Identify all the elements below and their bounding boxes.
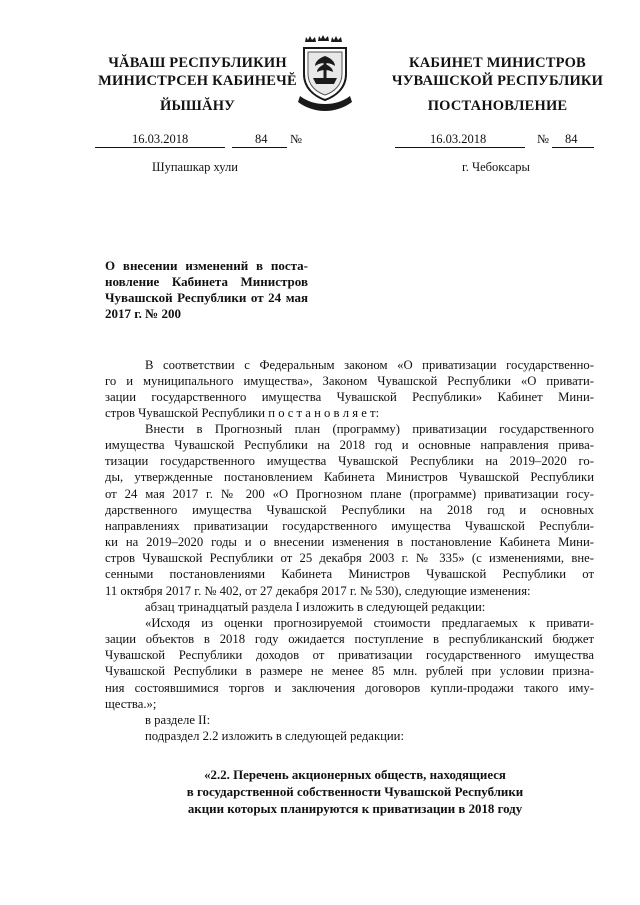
date-right-underline [395,147,525,148]
header-right-line2: ЧУВАШСКОЙ РЕСПУБЛИКИ [391,73,604,89]
paragraph-subsection [105,728,594,744]
text-line: в разделе II: [145,713,211,727]
section-heading-line: в государственной собственности Чувашской Республики [186,785,524,799]
text-line: ки на 2019–2020 годы и о внесении изменения в постановление Кабинета Мини- [105,535,594,550]
text-line: тизации государственного имущества Чувашской Республики на 2019–2020 го- [105,454,594,469]
header-left-line2: МИНИСТРСЕН КАБИНЕЧĔ [98,73,297,89]
section-heading-line: «2.2. Перечень акционерных обществ, находящиеся [204,768,506,782]
header-right [385,54,610,90]
text-line: щества.»; [105,696,157,711]
paragraph-quote [105,615,594,712]
section-heading [140,767,570,818]
header-left-doc-type: ЙЫШĂНУ [159,98,236,114]
text-line: «Исходя из оценки прогнозируемой стоимости предлагаемых к привати- [145,616,594,630]
title-line: О внесении изменений в поста- [105,258,308,273]
no-sign-right: № [537,132,549,146]
paragraph-item [105,599,594,615]
text-line: ды, утвержденные постановлением Кабинета Министров Чувашской Республики [105,470,594,485]
paragraph-section-ii [105,712,594,728]
document-title [105,258,308,322]
text-line: В соответствии с Федеральным законом «О приватизации государственно- [145,358,594,372]
text-line: стров Чувашской Республики от 25 декабря 2003 г. № 335» (с изменениями, вне- [105,551,594,566]
date-left: 16.03.2018 [132,132,189,146]
number-left-underline [232,147,287,148]
header-left-line1: ЧĂВАШ РЕСПУБЛИКИН [108,55,287,71]
text-line: сенными постановлениями Кабинета Министров Чувашской Республики от [105,567,594,582]
text-line: имущества Чувашской Республики на 2018 год и основные направления прива- [105,438,594,453]
coat-of-arms-icon [294,34,356,114]
title-line: Чувашской Республики от 24 мая [105,290,308,305]
text-line: Чувашской Республики в размере не менее 85 млн. рублей при условии призна- [105,664,594,679]
number-left: 84 [255,132,268,146]
text-line: Внести в Прогнозный план (программу) приватизации государственного [145,422,594,436]
text-line: от 24 мая 2017 г. № 200 «О Прогнозном плане (программе) приватизации госу- [105,486,594,501]
text-line: зации объектов в 2018 году ожидается поступление в республиканский бюджет [105,632,594,647]
date-right: 16.03.2018 [430,132,487,146]
text-line: дарственного имущества Чувашской Республики на 2018 год и основных [105,502,594,517]
title-line: новление Кабинета Министров [105,274,308,289]
paragraph-preamble [105,357,594,422]
number-right-underline [552,147,594,148]
title-line: 2017 г. № 200 [105,306,182,321]
date-left-underline [95,147,225,148]
text-line: ния состоявшимися торгов и заключения договоров купли-продажи такого иму- [105,680,594,695]
header-left [95,54,300,90]
text-line: го и муниципального имущества», Законом Чувашской Республики «О привати- [105,374,594,389]
text-line: направлениях приватизации государственного имущества Чувашской Республи- [105,518,594,533]
paragraph-amendment [105,421,594,599]
section-heading-line: акции которых планируются к приватизации в 2018 году [187,802,523,816]
text-line: 11 октября 2017 г. № 402, от 27 декабря 2017 г. № 530), следующие изменения: [105,583,531,598]
header-right-line1: КАБИНЕТ МИНИСТРОВ [409,55,586,71]
text-line: подраздел 2.2 изложить в следующей редакции: [145,729,405,743]
text-line: абзац тринадцатый раздела I изложить в следующей редакции: [145,600,486,614]
text-line: зации государственного имущества Чувашской Республики» Кабинет Мини- [105,390,594,405]
text-line: Чувашской Республики доходов от приватизации государственного имущества [105,648,594,663]
header-right-doc-type: ПОСТАНОВЛЕНИЕ [427,98,568,114]
no-sign-left: № [290,132,302,146]
number-right: 84 [565,132,578,146]
city-left: Шупашкар хули [152,160,238,174]
city-right: г. Чебоксары [462,160,530,174]
text-line: стров Чувашской Республики п о с т а н о в л я е т: [105,406,380,421]
